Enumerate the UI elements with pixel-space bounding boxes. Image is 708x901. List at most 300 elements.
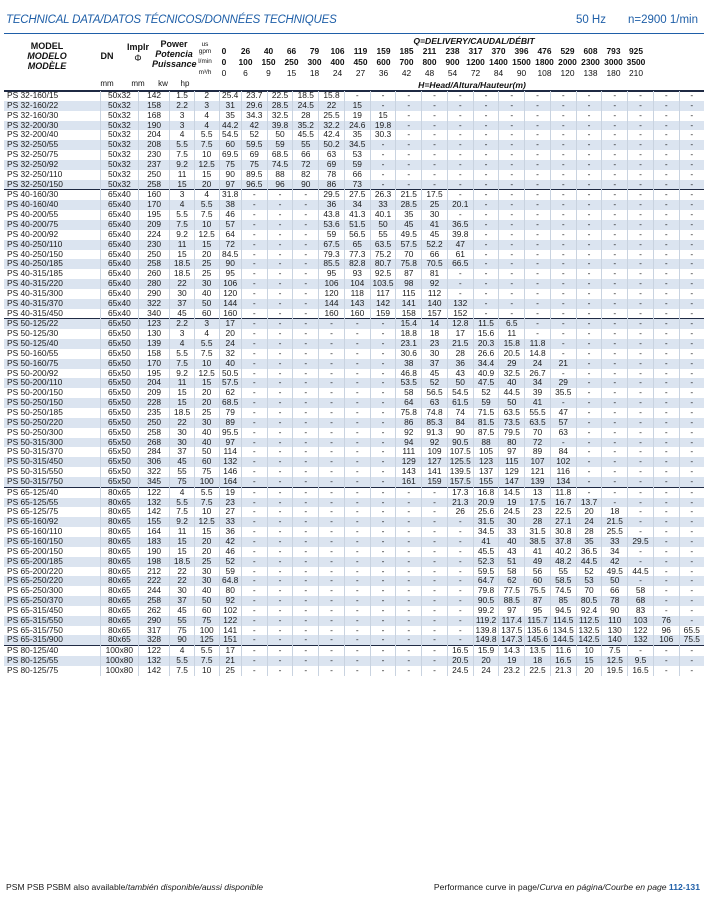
value-cell: 4 bbox=[170, 200, 195, 210]
value-cell: - bbox=[319, 349, 345, 359]
value-cell: 11 bbox=[170, 240, 195, 250]
value-cell: - bbox=[267, 477, 293, 487]
value-cell: 244 bbox=[138, 586, 169, 596]
value-cell: - bbox=[653, 230, 679, 240]
value-cell: 25 bbox=[194, 408, 219, 418]
value-cell: 30.8 bbox=[550, 527, 576, 537]
value-cell: 80x65 bbox=[100, 616, 138, 626]
value-cell: 63.5 bbox=[370, 240, 396, 250]
value-cell: 317 bbox=[138, 626, 169, 636]
value-cell: - bbox=[653, 299, 679, 309]
value-cell: 12.8 bbox=[447, 319, 473, 329]
value-cell: 80x65 bbox=[100, 487, 138, 497]
flow-gpm-value: 79 bbox=[309, 46, 320, 56]
value-cell: - bbox=[267, 190, 293, 200]
value-cell: 92.4 bbox=[576, 606, 602, 616]
value-cell: - bbox=[653, 160, 679, 170]
value-cell: 10 bbox=[194, 666, 219, 676]
value-cell: - bbox=[499, 180, 525, 190]
value-cell: - bbox=[396, 121, 422, 131]
unit-m3h: m³/h bbox=[198, 69, 212, 76]
value-cell: - bbox=[690, 467, 694, 477]
value-cell: 4 bbox=[170, 487, 195, 497]
value-cell: 31.8 bbox=[219, 190, 241, 200]
value-cell: - bbox=[653, 140, 679, 150]
value-cell: - bbox=[602, 309, 628, 319]
value-cell: 90 bbox=[293, 180, 319, 190]
table-row bbox=[4, 586, 704, 596]
value-cell: 41 bbox=[525, 398, 551, 408]
value-cell: 100x80 bbox=[100, 656, 138, 666]
value-cell: 94 bbox=[396, 438, 422, 448]
value-cell: 33 bbox=[219, 517, 241, 527]
value-cell: - bbox=[396, 527, 422, 537]
value-cell: - bbox=[679, 457, 704, 467]
value-cell: - bbox=[690, 665, 694, 675]
value-cell: - bbox=[241, 250, 267, 260]
value-cell: - bbox=[602, 289, 628, 299]
value-cell: - bbox=[628, 130, 654, 140]
model-cell: PS 80-125/40 bbox=[4, 646, 100, 656]
value-cell: - bbox=[473, 259, 499, 269]
value-cell: - bbox=[525, 140, 551, 150]
value-cell: - bbox=[422, 91, 448, 101]
value-cell: - bbox=[267, 438, 293, 448]
table-row bbox=[4, 557, 704, 567]
value-cell: 34 bbox=[344, 200, 370, 210]
value-cell: - bbox=[628, 150, 654, 160]
value-cell: - bbox=[525, 121, 551, 131]
value-cell: 142 bbox=[138, 666, 169, 676]
table-row bbox=[4, 150, 704, 160]
value-cell: - bbox=[679, 557, 704, 567]
value-cell: 16.7 bbox=[550, 498, 576, 508]
value-cell: - bbox=[447, 616, 473, 626]
value-cell: - bbox=[499, 309, 525, 319]
value-cell: 85.5 bbox=[319, 259, 345, 269]
value-cell: - bbox=[653, 408, 679, 418]
value-cell: 68.5 bbox=[219, 398, 241, 408]
value-cell: - bbox=[293, 359, 319, 369]
value-cell: 262 bbox=[138, 606, 169, 616]
value-cell: - bbox=[267, 369, 293, 379]
value-cell: - bbox=[602, 130, 628, 140]
value-cell: 70 bbox=[396, 250, 422, 260]
value-cell: 65.5 bbox=[683, 625, 700, 635]
value-cell: 43.8 bbox=[319, 210, 345, 220]
value-cell: 75 bbox=[194, 467, 219, 477]
value-cell: 22.5 bbox=[267, 91, 293, 101]
value-cell: 37 bbox=[170, 447, 195, 457]
value-cell: - bbox=[319, 408, 345, 418]
value-cell: 142 bbox=[138, 507, 169, 517]
value-cell: 104 bbox=[344, 279, 370, 289]
flow-m3h-value: 42 bbox=[401, 68, 412, 78]
value-cell: - bbox=[267, 498, 293, 508]
value-cell: 65x40 bbox=[100, 259, 138, 269]
value-cell: 100x80 bbox=[100, 646, 138, 656]
table-row bbox=[4, 210, 704, 220]
value-cell: - bbox=[447, 170, 473, 180]
value-cell: - bbox=[473, 91, 499, 101]
value-cell: 127 bbox=[422, 457, 448, 467]
model-cell: PS 50-200/150 bbox=[4, 388, 100, 398]
value-cell: 5.5 bbox=[170, 656, 195, 666]
value-cell: 5.5 bbox=[194, 339, 219, 349]
value-cell: - bbox=[576, 359, 602, 369]
value-cell: 18.5 bbox=[170, 408, 195, 418]
value-cell: - bbox=[525, 111, 551, 121]
value-cell: - bbox=[370, 517, 396, 527]
value-cell: 110 bbox=[602, 616, 628, 626]
value-cell: - bbox=[370, 547, 396, 557]
value-cell: 27.1 bbox=[550, 517, 576, 527]
dn-unit: mm bbox=[100, 79, 114, 88]
value-cell: - bbox=[241, 378, 267, 388]
value-cell: - bbox=[628, 200, 654, 210]
value-cell: - bbox=[267, 378, 293, 388]
model-cell: PS 32-160/15 bbox=[4, 91, 100, 101]
value-cell: - bbox=[267, 259, 293, 269]
value-cell: - bbox=[447, 111, 473, 121]
value-cell: 92 bbox=[422, 438, 448, 448]
model-cell: PS 32-160/30 bbox=[4, 111, 100, 121]
value-cell: - bbox=[602, 329, 628, 339]
table-row bbox=[4, 91, 704, 101]
value-cell: 57.5 bbox=[219, 378, 241, 388]
value-cell: - bbox=[396, 498, 422, 508]
footer-page-link[interactable]: 112-131 bbox=[668, 882, 700, 892]
value-cell: - bbox=[267, 230, 293, 240]
value-cell: - bbox=[396, 507, 422, 517]
value-cell: 3 bbox=[170, 121, 195, 131]
value-cell: - bbox=[653, 428, 679, 438]
value-cell: - bbox=[499, 299, 525, 309]
value-cell: 63.5 bbox=[525, 418, 551, 428]
value-cell: - bbox=[473, 230, 499, 240]
value-cell: 17 bbox=[219, 319, 241, 329]
model-cell: PS 40-315/220 bbox=[4, 279, 100, 289]
value-cell: 250 bbox=[138, 170, 169, 180]
table-row bbox=[4, 309, 704, 319]
footer-right-text: Performance curve in page/ bbox=[433, 882, 540, 892]
value-cell: 5.5 bbox=[170, 349, 195, 359]
value-cell: 79.5 bbox=[499, 428, 525, 438]
value-cell: 102 bbox=[550, 457, 576, 467]
value-cell: 149.8 bbox=[473, 635, 499, 645]
value-cell: - bbox=[628, 259, 654, 269]
value-cell: - bbox=[344, 666, 370, 676]
value-cell: 280 bbox=[138, 279, 169, 289]
value-cell: - bbox=[690, 308, 694, 318]
value-cell: - bbox=[370, 359, 396, 369]
value-cell: - bbox=[690, 210, 694, 220]
value-cell: 75 bbox=[194, 616, 219, 626]
value-cell: - bbox=[653, 547, 679, 557]
speed-label: n=2900 1/min bbox=[627, 14, 698, 26]
value-cell: 75 bbox=[219, 160, 241, 170]
value-cell: - bbox=[653, 457, 679, 467]
value-cell: 114.5 bbox=[550, 616, 576, 626]
value-cell: 71.5 bbox=[473, 408, 499, 418]
value-cell: 19 bbox=[344, 111, 370, 121]
value-cell: 49 bbox=[525, 557, 551, 567]
value-cell: 80 bbox=[499, 438, 525, 448]
value-cell: - bbox=[473, 210, 499, 220]
value-cell: - bbox=[241, 388, 267, 398]
value-cell: - bbox=[602, 190, 628, 200]
value-cell: 33 bbox=[370, 200, 396, 210]
value-cell: 97 bbox=[219, 180, 241, 190]
value-cell: 50x32 bbox=[100, 121, 138, 131]
value-cell: 75 bbox=[170, 626, 195, 636]
value-cell: 65x40 bbox=[100, 190, 138, 200]
value-cell: - bbox=[396, 635, 422, 645]
value-cell: 40.1 bbox=[370, 210, 396, 220]
value-cell: 46 bbox=[219, 210, 241, 220]
value-cell: 61.5 bbox=[447, 398, 473, 408]
value-cell: 37 bbox=[170, 596, 195, 606]
value-cell: 47 bbox=[447, 240, 473, 250]
value-cell: - bbox=[422, 121, 448, 131]
value-cell: 38 bbox=[219, 200, 241, 210]
value-cell: 30.6 bbox=[396, 349, 422, 359]
value-cell: 66 bbox=[293, 150, 319, 160]
model-cell: PS 50-125/30 bbox=[4, 329, 100, 339]
value-cell: 100 bbox=[194, 626, 219, 636]
table-row bbox=[4, 329, 704, 339]
value-cell: 25 bbox=[422, 200, 448, 210]
flow-gpm-value: 159 bbox=[376, 46, 391, 56]
value-cell: 26.3 bbox=[370, 190, 396, 200]
table-row bbox=[4, 467, 704, 477]
value-cell: 53 bbox=[344, 150, 370, 160]
value-cell: 103 bbox=[628, 616, 654, 626]
value-cell: - bbox=[576, 220, 602, 230]
value-cell: - bbox=[550, 210, 576, 220]
value-cell: 65x50 bbox=[100, 329, 138, 339]
value-cell: 30 bbox=[170, 289, 195, 299]
flow-lmin-value: 2300 bbox=[581, 57, 600, 67]
value-cell: - bbox=[653, 329, 679, 339]
value-cell: - bbox=[628, 160, 654, 170]
value-cell: - bbox=[653, 289, 679, 299]
value-cell: 17.3 bbox=[447, 487, 473, 497]
value-cell: 55 bbox=[170, 467, 195, 477]
table-row bbox=[4, 190, 704, 200]
value-cell: 34.5 bbox=[344, 140, 370, 150]
value-cell: - bbox=[679, 477, 704, 487]
value-cell: 20 bbox=[194, 547, 219, 557]
power-header-fr: Puissance bbox=[152, 59, 197, 69]
flow-lmin-value: 1500 bbox=[512, 57, 531, 67]
value-cell: - bbox=[396, 160, 422, 170]
value-cell: 65x50 bbox=[100, 467, 138, 477]
flow-gpm-value: 119 bbox=[353, 46, 368, 56]
value-cell: - bbox=[267, 557, 293, 567]
flow-gpm-value: 40 bbox=[263, 46, 274, 56]
value-cell: - bbox=[241, 220, 267, 230]
value-cell: 84 bbox=[447, 418, 473, 428]
value-cell: 237 bbox=[138, 160, 169, 170]
value-cell: - bbox=[447, 576, 473, 586]
value-cell: - bbox=[525, 329, 551, 339]
title-bar bbox=[4, 14, 704, 32]
table-row bbox=[4, 666, 704, 676]
value-cell: - bbox=[653, 378, 679, 388]
value-cell: - bbox=[267, 329, 293, 339]
value-cell: - bbox=[267, 547, 293, 557]
value-cell: - bbox=[447, 210, 473, 220]
value-cell: 208 bbox=[138, 140, 169, 150]
value-cell: - bbox=[550, 220, 576, 230]
value-cell: - bbox=[653, 567, 679, 577]
value-cell: - bbox=[679, 378, 704, 388]
value-cell: - bbox=[576, 140, 602, 150]
power-header bbox=[152, 39, 196, 69]
value-cell: - bbox=[602, 299, 628, 309]
table-row bbox=[4, 596, 704, 606]
value-cell: 14.3 bbox=[499, 646, 525, 656]
value-cell: 4 bbox=[194, 121, 219, 131]
value-cell: 9.2 bbox=[170, 369, 195, 379]
value-cell: - bbox=[241, 467, 267, 477]
value-cell: 144.5 bbox=[550, 635, 576, 645]
value-cell: 4 bbox=[170, 646, 195, 656]
value-cell: - bbox=[267, 349, 293, 359]
value-cell: 55.5 bbox=[525, 408, 551, 418]
value-cell: 73.5 bbox=[499, 418, 525, 428]
value-cell: 102 bbox=[219, 606, 241, 616]
value-cell: - bbox=[628, 378, 654, 388]
value-cell: 28.5 bbox=[396, 200, 422, 210]
value-cell: 7.5 bbox=[194, 210, 219, 220]
value-cell: 41 bbox=[525, 547, 551, 557]
table-row bbox=[4, 369, 704, 379]
value-cell: - bbox=[267, 606, 293, 616]
value-cell: - bbox=[447, 190, 473, 200]
value-cell: 10 bbox=[194, 507, 219, 517]
value-cell: 35 bbox=[219, 111, 241, 121]
value-cell: - bbox=[602, 140, 628, 150]
model-cell: PS 32-250/75 bbox=[4, 150, 100, 160]
value-cell: - bbox=[628, 418, 654, 428]
value-cell: 97 bbox=[499, 447, 525, 457]
value-cell: - bbox=[241, 259, 267, 269]
value-cell: - bbox=[473, 121, 499, 131]
value-cell: - bbox=[499, 170, 525, 180]
value-cell: - bbox=[628, 507, 654, 517]
value-cell: - bbox=[499, 269, 525, 279]
value-cell: 119.2 bbox=[473, 616, 499, 626]
value-cell: 139 bbox=[525, 477, 551, 487]
value-cell: - bbox=[550, 121, 576, 131]
value-cell: 74.5 bbox=[550, 586, 576, 596]
value-cell: - bbox=[319, 447, 345, 457]
value-cell: 19 bbox=[499, 498, 525, 508]
value-cell: 125 bbox=[194, 635, 219, 645]
value-cell: 164 bbox=[219, 477, 241, 487]
value-cell: 75.2 bbox=[370, 250, 396, 260]
model-header-en: MODEL bbox=[30, 41, 64, 51]
value-cell: - bbox=[370, 567, 396, 577]
value-cell: 14 bbox=[422, 319, 448, 329]
value-cell: - bbox=[653, 180, 679, 190]
value-cell: - bbox=[267, 527, 293, 537]
value-cell: 11.6 bbox=[550, 646, 576, 656]
value-cell: - bbox=[602, 447, 628, 457]
value-cell: 51 bbox=[499, 557, 525, 567]
value-cell: 43 bbox=[499, 547, 525, 557]
value-cell: - bbox=[653, 240, 679, 250]
value-cell: 18.5 bbox=[170, 259, 195, 269]
table-row bbox=[4, 408, 704, 418]
value-cell: 24.6 bbox=[344, 121, 370, 131]
value-cell: 41 bbox=[422, 220, 448, 230]
value-cell: 170 bbox=[138, 359, 169, 369]
value-cell: 15.8 bbox=[499, 339, 525, 349]
value-cell: - bbox=[679, 517, 704, 527]
value-cell: 77.5 bbox=[499, 586, 525, 596]
value-cell: 111 bbox=[396, 447, 422, 457]
value-cell: 224 bbox=[138, 230, 169, 240]
impeller-header-label: Implr bbox=[126, 42, 149, 52]
value-cell: - bbox=[576, 339, 602, 349]
model-cell: PS 80-125/75 bbox=[4, 666, 100, 676]
value-cell: - bbox=[344, 557, 370, 567]
value-cell: 7.5 bbox=[170, 220, 195, 230]
value-cell: 121 bbox=[525, 467, 551, 477]
value-cell: - bbox=[653, 101, 679, 111]
value-cell: 22 bbox=[170, 279, 195, 289]
model-cell: PS 50-315/450 bbox=[4, 457, 100, 467]
value-cell: - bbox=[576, 121, 602, 131]
value-cell: - bbox=[267, 635, 293, 645]
value-cell: - bbox=[422, 150, 448, 160]
value-cell: - bbox=[653, 418, 679, 428]
value-cell: - bbox=[550, 329, 576, 339]
value-cell: 42.4 bbox=[319, 130, 345, 140]
value-cell: - bbox=[241, 537, 267, 547]
value-cell: 20.5 bbox=[447, 656, 473, 666]
value-cell: 95.5 bbox=[219, 428, 241, 438]
value-cell: - bbox=[293, 279, 319, 289]
value-cell: - bbox=[370, 527, 396, 537]
value-cell: - bbox=[241, 428, 267, 438]
value-cell: - bbox=[293, 329, 319, 339]
value-cell: - bbox=[293, 408, 319, 418]
value-cell: - bbox=[653, 200, 679, 210]
value-cell: - bbox=[422, 487, 448, 497]
value-cell: 57 bbox=[550, 418, 576, 428]
value-cell: 69.5 bbox=[219, 150, 241, 160]
value-cell: - bbox=[241, 606, 267, 616]
value-cell: - bbox=[319, 596, 345, 606]
value-cell: 80x65 bbox=[100, 498, 138, 508]
value-cell: - bbox=[602, 339, 628, 349]
value-cell: - bbox=[550, 369, 576, 379]
value-cell: - bbox=[550, 101, 576, 111]
value-cell: 80.7 bbox=[370, 259, 396, 269]
value-cell: 15 bbox=[194, 170, 219, 180]
value-cell: - bbox=[628, 289, 654, 299]
model-cell: PS 65-160/150 bbox=[4, 537, 100, 547]
table-row bbox=[4, 428, 704, 438]
value-cell: 31.5 bbox=[525, 527, 551, 537]
value-cell: - bbox=[550, 269, 576, 279]
value-cell: 52.2 bbox=[422, 240, 448, 250]
value-cell: - bbox=[241, 576, 267, 586]
